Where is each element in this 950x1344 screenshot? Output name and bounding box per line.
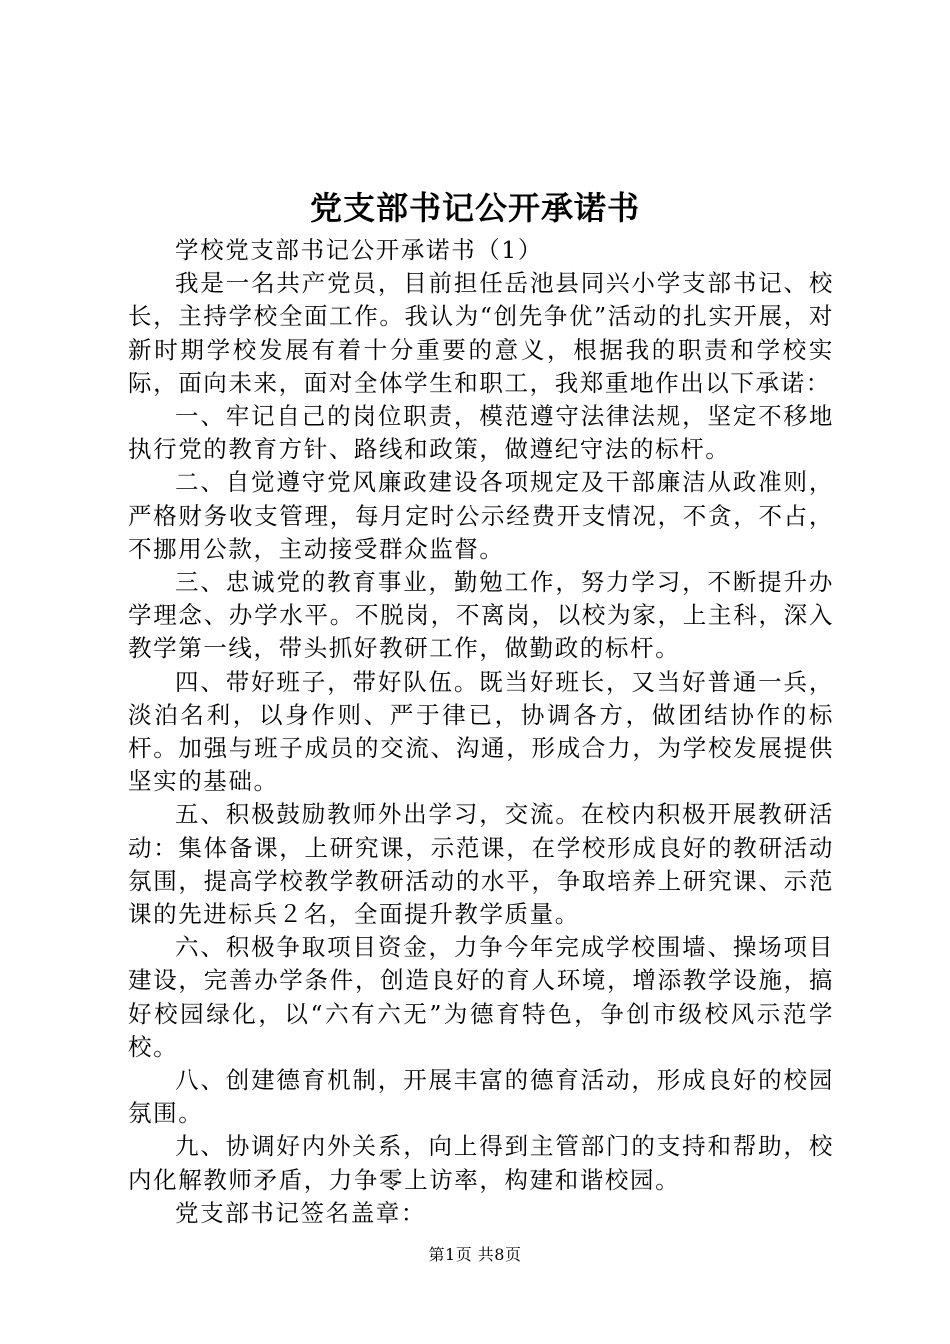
paragraph-subtitle: 学校党支部书记公开承诺书（1） [175, 236, 543, 264]
document-body [128, 234, 834, 1230]
page-footer: 第1页 共8页 [428, 1245, 522, 1264]
paragraph-intro: 我是一名共产党员，目前担任岳池县同兴小学支部书记、校长，主持学校全面工作。我认为“创先争优”活动的扎实开展，对新时期学校发展有着十分重要的意义，根据我的职责和学校实际，面向未来，面对全体学生和职工，我郑重地作出以下承诺： [128, 269, 834, 397]
paragraph-item-2: 二、自觉遵守党风廉政建设各项规定及干部廉洁从政准则，严格财务收支管理，每月定时公示经费开支情况，不贪，不占，不挪用公款，主动接受群众监督。 [128, 468, 834, 563]
paragraph-item-6: 六、积极争取项目资金，力争今年完成学校围墙、操场项目建设，完善办学条件，创造良好的育人环境，增添教学设施，搞好校园绿化，以“六有六无”为德育特色，争创市级校风示范学校。 [128, 933, 834, 1061]
document-title: 党支部书记公开承诺书 [309, 189, 640, 227]
paragraph-item-5: 五、积极鼓励教师外出学习，交流。在校内积极开展教研活动：集体备课，上研究课，示范课，在学校形成良好的教研活动氛围，提高学校教学教研活动的水平，争取培养上研究课、示范课的先进标兵２名，全面提升教学质量。 [128, 800, 834, 929]
paragraph-item-4: 四、带好班子，带好队伍。既当好班长，又当好普通一兵，淡泊名利，以身作则、严于律已，协调各方，做团结协作的标杆。加强与班子成员的交流、沟通，形成合力，为学校发展提供坚实的基础。 [128, 667, 834, 796]
paragraph-item-8: 八、创建德育机制，开展丰富的德育活动，形成良好的校园氛围。 [128, 1066, 834, 1128]
signature-line: 党支部书记签名盖章： [175, 1198, 426, 1227]
paragraph-item-1: 一、牢记自己的岗位职责，模范遵守法律法规，坚定不移地执行党的教育方针、路线和政策，做遵纪守法的标杆。 [128, 402, 834, 464]
paragraph-item-9: 九、协调好内外关系，向上得到主管部门的支持和帮助，校内化解教师矛盾，力争零上访率，构建和谐校园。 [128, 1132, 834, 1194]
paragraph-item-3: 三、忠诚党的教育事业，勤勉工作，努力学习，不断提升办学理念、办学水平。不脱岗，不离岗，以校为家，上主科，深入教学第一线，带头抓好教研工作，做勤政的标杆。 [128, 568, 834, 663]
